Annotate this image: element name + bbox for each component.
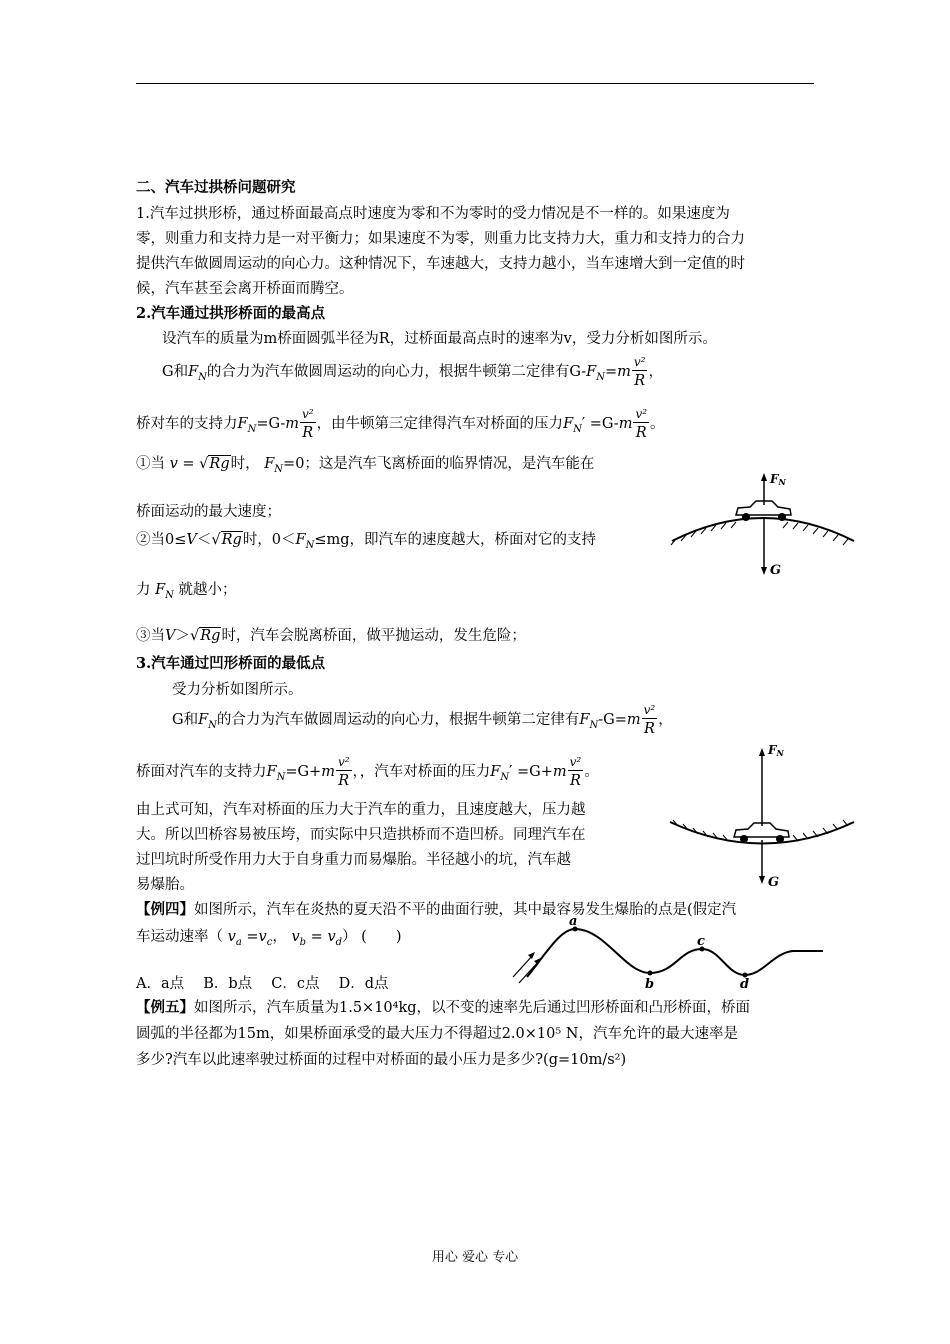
svg-text:d: d — [740, 977, 750, 990]
case-2: ②当0≤V＜√Rg时，$0<F_N\le mg$，即汽车的速度越大，桥面对它的支持 — [136, 532, 597, 551]
case-1-cont: 桥面运动的最大速度； — [136, 504, 281, 520]
paragraph-line: 受力分析如图所示。 — [172, 682, 303, 698]
paragraph-line: 过凹坑时所受作用力大于自身重力而易爆胎。半径越小的坑，汽车越 — [136, 852, 571, 868]
case-1: ①当 v = √Rg时， $F_N=0$；这是汽车飞离桥面的临界情况，是汽车能在 — [136, 456, 595, 475]
paragraph-line: 设汽车的质量为m桥面圆弧半径为R，过桥面最高点时的速率为v，受力分析如图所示。 — [162, 331, 717, 347]
heading-2: 2.汽车通过拱形桥面的最高点 — [136, 305, 326, 322]
example-4-options: A．a点 B．b点 C．c点 D．d点 — [136, 976, 389, 992]
paragraph-line: 提供汽车做圆周运动的向心力。这种情况下，车速越大，支持力越小，当车速增大到一定值的时 — [136, 256, 745, 272]
equation-line-3: G和$F_N$的合力为汽车做圆周运动的向心力，根据牛顿第二定律有$F_N-G=m$ $\frac{\text{v²}}{R}$ ， — [172, 702, 673, 737]
concave-bridge-figure — [668, 740, 858, 895]
equation-line-2: 桥对车的支持力$F_N=G-m$ $\frac{\text{v²}}{R}$ ，由牛顿第三定律得汽车对桥面的压力$F_N' =G-m$ $\frac{\text{v²}}{R}$ 。 — [136, 406, 665, 441]
svg-text:FN: FN — [768, 743, 784, 758]
example-4-cont: 车运动速率（ $v_a =v_c$， $v_b = v_d$） ( ) — [136, 929, 402, 948]
heading-3: 3.汽车通过凹形桥面的最低点 — [136, 655, 326, 672]
example-5: 【例五】如图所示，汽车质量为1.5×10⁴kg，以不变的速率先后通过凹形桥面和凸形桥面，桥面 — [136, 999, 751, 1016]
svg-text:G: G — [770, 563, 782, 578]
example-5-line: 多少?汽车以此速率驶过桥面的过程中对桥面的最小压力是多少?(g=10m/s²) — [136, 1052, 627, 1068]
paragraph-line: 易爆胎。 — [136, 877, 194, 893]
paragraph-line: 由上式可知，汽车对桥面的压力大于汽车的重力，且速度越大，压力越 — [136, 802, 586, 818]
example-5-line: 圆弧的半径都为15m，如果桥面承受的最大压力不得超过2.0×10⁵ N，汽车允许的最大速率是 — [136, 1026, 738, 1042]
paragraph-line: 1.汽车过拱形桥，通过桥面最高点时速度为零和不为零时的受力情况是不一样的。如果速度为 — [136, 206, 730, 222]
svg-text:G: G — [768, 875, 780, 890]
wavy-road-figure — [505, 915, 825, 990]
paragraph-line: 候，汽车甚至会离开桥面而腾空。 — [136, 281, 354, 297]
paragraph-line: 大。所以凹桥容易被压垮，而实际中只造拱桥而不造凹桥。同理汽车在 — [136, 827, 586, 843]
svg-text:c: c — [697, 934, 705, 949]
header-rule — [136, 83, 814, 84]
convex-bridge-figure — [668, 465, 858, 585]
svg-text:a: a — [569, 915, 578, 929]
paragraph-line: 零，则重力和支持力是一对平衡力；如果速度不为零，则重力比支持力大，重力和支持力的合力 — [136, 231, 745, 247]
section-title: 二、汽车过拱桥问题研究 — [136, 179, 296, 196]
page-footer: 用心 爱心 专心 — [431, 1250, 519, 1265]
case-3: ③当V＞√Rg时，汽车会脱离桥面，做平抛运动，发生危险； — [136, 628, 526, 644]
equation-line-1: G和$F_N$的合力为汽车做圆周运动的向心力，根据牛顿第二定律有$G-F_N=m$ $\frac{\text{v²}}{R}$ ， — [162, 354, 663, 389]
example-4: 【例四】如图所示，汽车在炎热的夏天沿不平的曲面行驶，其中最容易发生爆胎的点是(假定汽 — [136, 901, 737, 918]
case-2-cont: 力 $F_N$ 就越小； — [136, 582, 237, 601]
svg-text:FN: FN — [770, 472, 786, 487]
fraction: $\frac{\text{v²}}{R}$ — [633, 354, 646, 389]
equation-line-4: 桥面对汽车的支持力$F_N=G+m$ $\frac{\text{v²}}{R}$ ，，汽车对桥面的压力$F_N' =G+m$ $\frac{\text{v²}}{R}$ 。 — [136, 754, 599, 789]
svg-text:b: b — [645, 977, 655, 990]
